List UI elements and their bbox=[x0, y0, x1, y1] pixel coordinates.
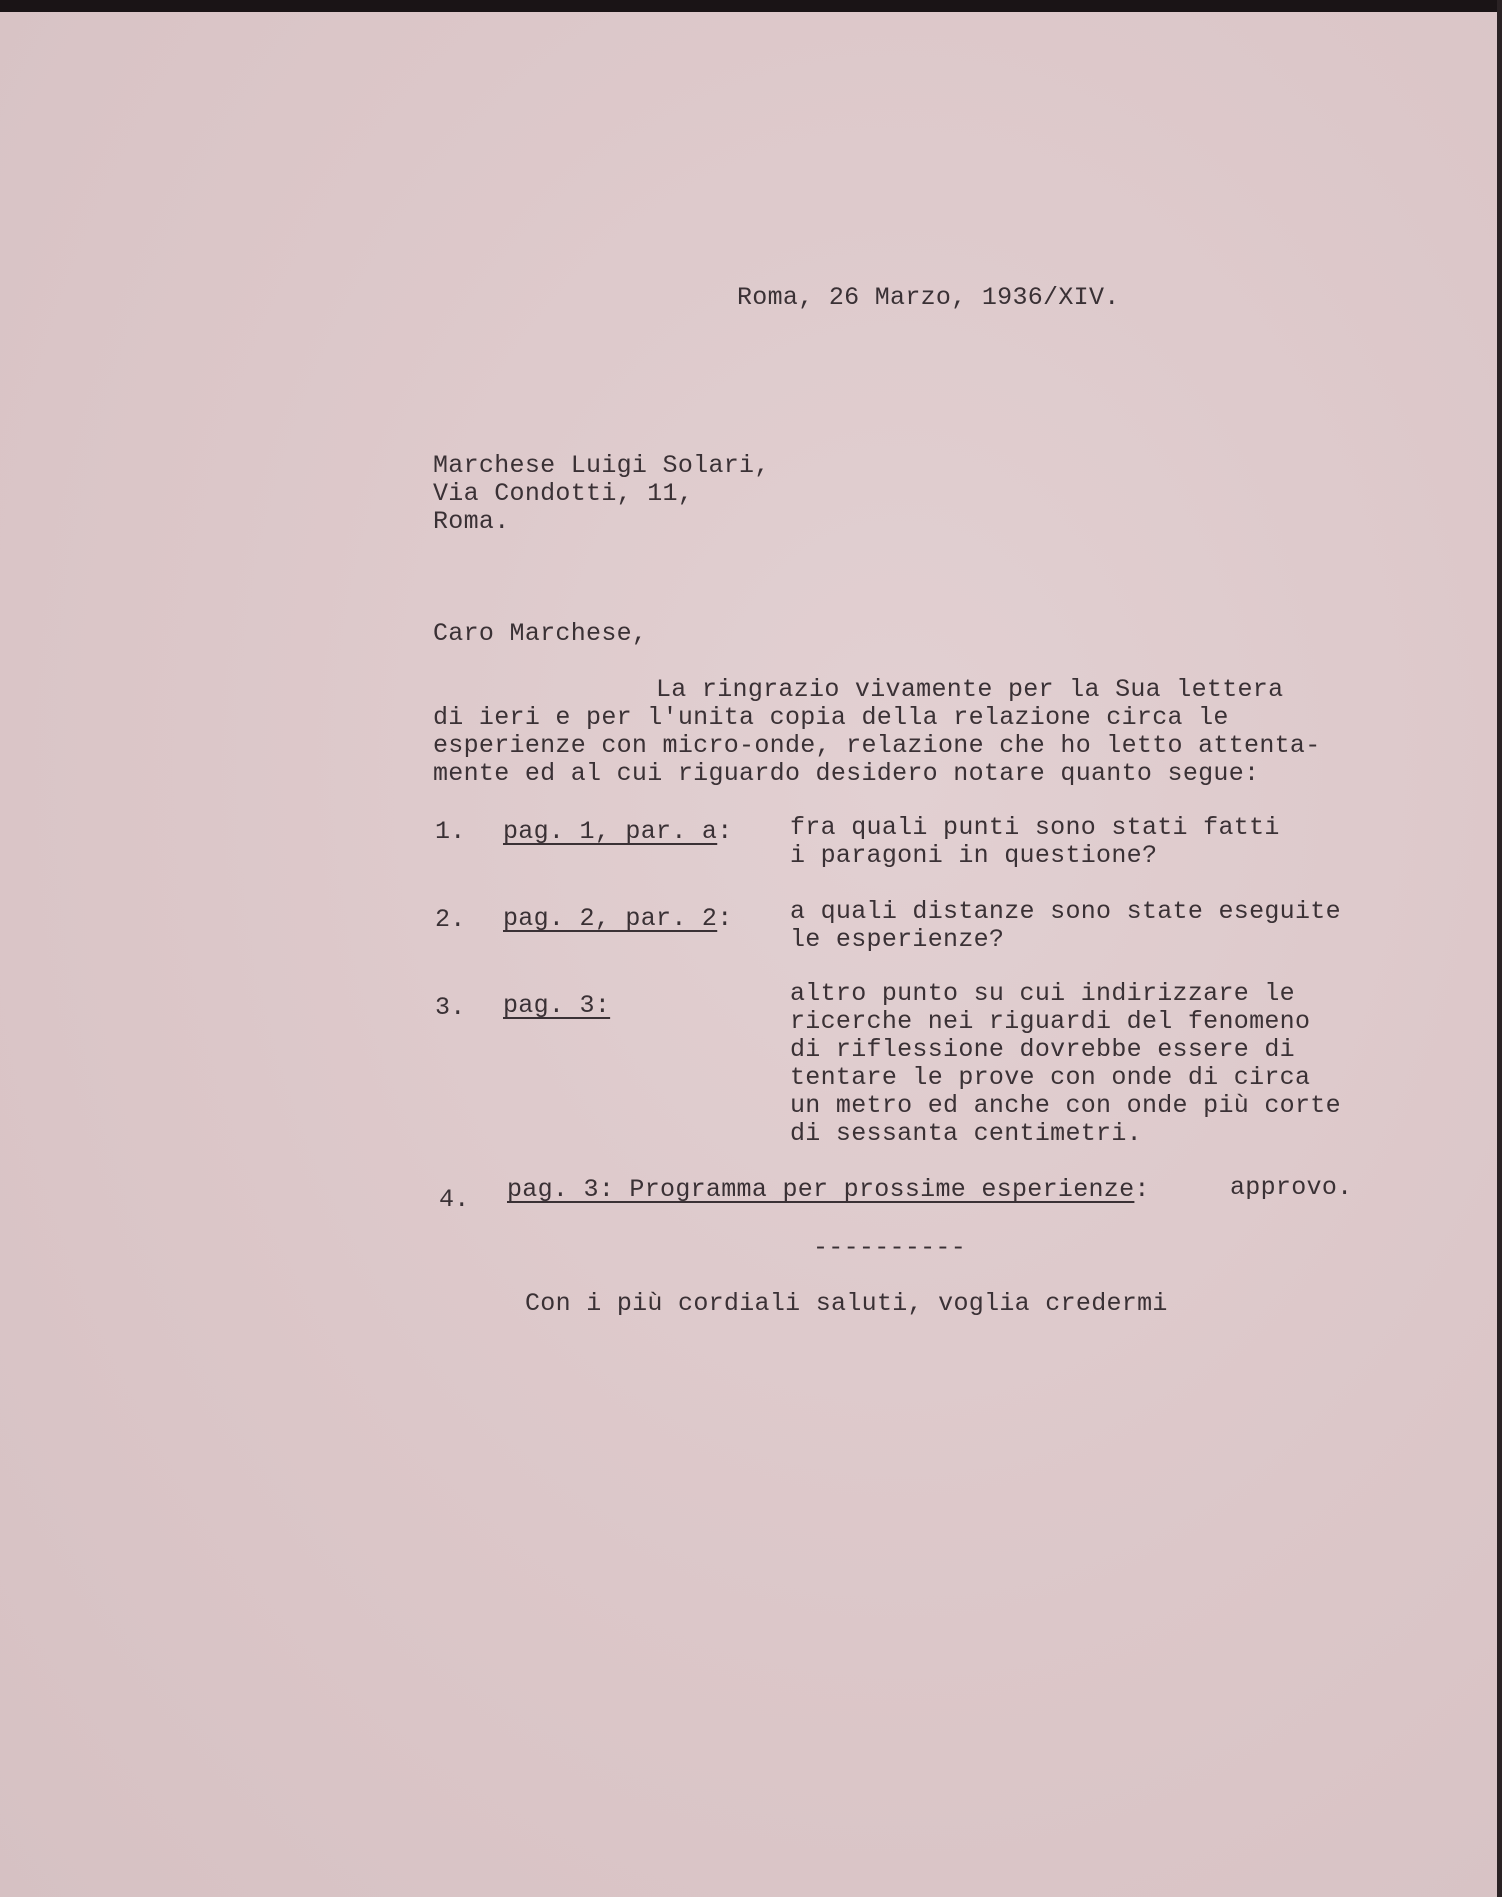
item-reference-suffix: : bbox=[717, 904, 733, 933]
item-number: 3. bbox=[435, 993, 466, 1022]
body-line-2: di ieri e per l'unita copia della relazione circa le bbox=[433, 703, 1229, 732]
item-reference bbox=[503, 905, 733, 933]
item-text-line: un metro ed anche con onde più corte bbox=[790, 1091, 1341, 1120]
bleed-through-watermark bbox=[598, 32, 658, 1872]
letter-date: Roma, 26 Marzo, 1936/XIV. bbox=[737, 283, 1120, 312]
item-text-line: altro punto su cui indirizzare le bbox=[790, 979, 1295, 1008]
item-text-line: di sessanta centimetri. bbox=[790, 1119, 1142, 1148]
recipient-street: Via Condotti, 11, bbox=[433, 479, 694, 508]
item-number: 1. bbox=[435, 817, 466, 846]
item-reference-underlined: pag. 3: bbox=[503, 991, 611, 1020]
page-edge bbox=[1497, 0, 1502, 1897]
item-reference-suffix: : bbox=[717, 817, 733, 846]
item-text-line: le esperienze? bbox=[790, 925, 1005, 954]
item-reference bbox=[503, 992, 610, 1020]
body-line-3: esperienze con micro-onde, relazione che ho letto attenta- bbox=[433, 731, 1321, 760]
letter-page bbox=[0, 12, 1497, 1897]
item-text-line: fra quali punti sono stati fatti bbox=[790, 813, 1280, 842]
item-text-line: ricerche nei riguardi del fenomeno bbox=[790, 1007, 1311, 1036]
separator: ---------- bbox=[813, 1233, 967, 1262]
body-line-4: mente ed al cui riguardo desidero notare quanto segue: bbox=[433, 759, 1260, 788]
recipient-name: Marchese Luigi Solari, bbox=[433, 451, 770, 480]
item-text-line: approvo. bbox=[1230, 1173, 1353, 1202]
item-reference-underlined: pag. 2, par. 2 bbox=[503, 904, 718, 933]
body-line-1: La ringrazio vivamente per la Sua lettera bbox=[656, 675, 1284, 704]
salutation: Caro Marchese, bbox=[433, 619, 648, 648]
item-text-line: tentare le prove con onde di circa bbox=[790, 1063, 1311, 1092]
item-number: 4. bbox=[439, 1185, 470, 1214]
item-text-line: i paragoni in questione? bbox=[790, 841, 1158, 870]
item-text-line: a quali distanze sono state eseguite bbox=[790, 897, 1341, 926]
recipient-city: Roma. bbox=[433, 507, 510, 536]
item-reference-suffix: : bbox=[1134, 1175, 1150, 1204]
item-reference bbox=[507, 1176, 1150, 1204]
item-number: 2. bbox=[435, 905, 466, 934]
item-text-line: di riflessione dovrebbe essere di bbox=[790, 1035, 1295, 1064]
item-reference-underlined: pag. 3: Programma per prossime esperienze bbox=[507, 1175, 1135, 1204]
closing: Con i più cordiali saluti, voglia credermi bbox=[525, 1289, 1168, 1318]
item-reference-underlined: pag. 1, par. a bbox=[503, 817, 718, 846]
item-reference bbox=[503, 818, 733, 846]
